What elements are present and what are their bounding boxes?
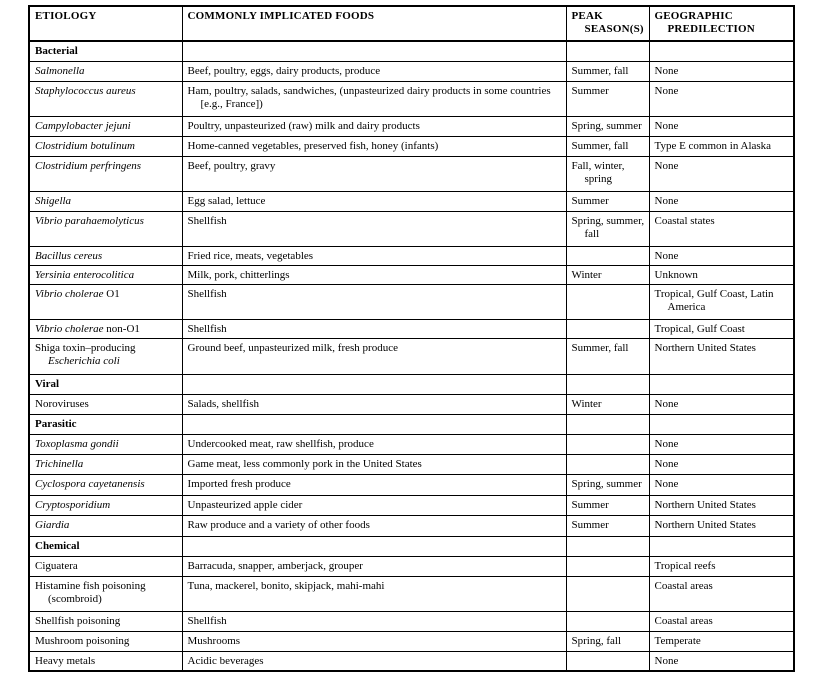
cell-line: Game meat, less commonly pork in the United States — [187, 457, 422, 470]
cell-line — [35, 160, 178, 173]
foods-cell — [182, 474, 566, 495]
etiology-cell — [29, 319, 182, 338]
cell-line — [35, 195, 178, 208]
etiology-cell — [29, 374, 182, 394]
foods-cell — [182, 556, 566, 576]
organism-name: Campylobacter jejuni — [35, 119, 131, 132]
foods-cell — [182, 611, 566, 631]
etiology-cell — [29, 631, 182, 651]
table-row — [29, 284, 794, 319]
cell-line — [35, 355, 178, 368]
cell-text: Shiga toxin–producing — [35, 341, 136, 354]
cell-line: GEOGRAPHIC — [654, 10, 733, 22]
cell-line: Tropical, Gulf Coast — [654, 322, 745, 335]
geographic-cell — [649, 338, 794, 374]
season-cell — [566, 284, 649, 319]
cell-line: None — [654, 64, 679, 77]
cell-line — [35, 250, 178, 263]
cell-line: Winter — [571, 397, 602, 410]
cell-line: Summer — [571, 498, 609, 511]
section-row — [29, 41, 794, 61]
etiology-cell — [29, 651, 182, 671]
season-cell — [566, 136, 649, 156]
cell-text: Viral — [35, 377, 60, 390]
cell-line: Unknown — [654, 268, 698, 281]
cell-text: Parasitic — [35, 417, 77, 430]
cell-line: None — [654, 654, 679, 667]
season-cell — [566, 631, 649, 651]
cell-line: Spring, summer — [571, 477, 642, 490]
etiology-cell — [29, 284, 182, 319]
cell-line — [35, 140, 178, 153]
cell-line: None — [654, 249, 679, 262]
cell-line — [35, 288, 178, 301]
cell-line: Salads, shellfish — [187, 397, 259, 410]
cell-line: Shellfish — [187, 287, 227, 300]
season-cell — [566, 414, 649, 434]
cell-line: None — [654, 119, 679, 132]
season-cell — [566, 611, 649, 631]
season-cell — [566, 265, 649, 284]
cell-line: Barracuda, snapper, amberjack, grouper — [187, 559, 363, 572]
geographic-cell — [649, 41, 794, 61]
foods-cell — [182, 246, 566, 265]
foods-cell — [182, 495, 566, 515]
table-row — [29, 576, 794, 611]
geographic-cell — [649, 116, 794, 136]
cell-line — [35, 85, 178, 98]
organism-name: Vibrio cholerae — [35, 322, 104, 335]
cell-line: Type E common in Alaska — [654, 139, 772, 152]
cell-line: Summer, fall — [571, 139, 629, 152]
cell-text: Ciguatera — [35, 559, 78, 572]
etiology-cell — [29, 515, 182, 536]
geographic-cell — [649, 454, 794, 474]
season-cell — [566, 536, 649, 556]
organism-name: Staphylococcus aureus — [35, 84, 136, 97]
cell-line — [35, 269, 178, 282]
geographic-cell — [649, 631, 794, 651]
foods-cell — [182, 454, 566, 474]
table-row — [29, 61, 794, 81]
etiology-cell — [29, 338, 182, 374]
geographic-cell — [649, 394, 794, 414]
geographic-cell — [649, 576, 794, 611]
season-cell — [566, 651, 649, 671]
table-row — [29, 556, 794, 576]
season-cell — [566, 338, 649, 374]
column-header-2 — [182, 6, 566, 41]
cell-line: Ham, poultry, salads, sandwiches, (unpasteurized dairy products in some countries — [187, 84, 551, 97]
etiology-cell — [29, 556, 182, 576]
cell-text: Mushroom poisoning — [35, 634, 130, 647]
geographic-cell — [649, 246, 794, 265]
cell-line — [35, 45, 178, 58]
geographic-cell — [649, 414, 794, 434]
etiology-cell — [29, 116, 182, 136]
geographic-cell — [649, 284, 794, 319]
table-row — [29, 116, 794, 136]
cell-line: Fried rice, meats, vegetables — [187, 249, 314, 262]
foods-cell — [182, 41, 566, 61]
cell-line: Fall, winter, — [571, 159, 625, 172]
cell-line — [35, 560, 178, 573]
cell-text: (scombroid) — [48, 592, 102, 605]
geographic-cell — [649, 61, 794, 81]
cell-line — [35, 478, 178, 491]
geographic-cell — [649, 156, 794, 191]
table-row — [29, 156, 794, 191]
cell-line — [35, 593, 178, 606]
cell-line — [35, 398, 178, 411]
cell-line — [35, 540, 178, 553]
organism-name: Escherichia coli — [48, 354, 120, 367]
cell-line — [35, 580, 178, 593]
geographic-cell — [649, 434, 794, 454]
section-row — [29, 374, 794, 394]
table-row — [29, 495, 794, 515]
cell-line: Spring, summer — [571, 119, 642, 132]
foods-cell — [182, 191, 566, 211]
foods-cell — [182, 631, 566, 651]
foods-cell — [182, 136, 566, 156]
table-row — [29, 191, 794, 211]
table-row — [29, 211, 794, 246]
table-row — [29, 136, 794, 156]
cell-line: Mushrooms — [187, 634, 241, 647]
organism-name: Vibrio cholerae — [35, 287, 104, 300]
cell-line: None — [654, 397, 679, 410]
cell-line: Imported fresh produce — [187, 477, 291, 490]
table-row — [29, 265, 794, 284]
geographic-cell — [649, 374, 794, 394]
geographic-cell — [649, 136, 794, 156]
cell-line: spring — [584, 172, 612, 185]
season-cell — [566, 454, 649, 474]
foods-cell — [182, 319, 566, 338]
cell-line: Summer — [571, 194, 609, 207]
geographic-cell — [649, 319, 794, 338]
etiology-cell — [29, 536, 182, 556]
cell-line: Egg salad, lettuce — [187, 194, 266, 207]
foods-cell — [182, 338, 566, 374]
organism-name: Giardia — [35, 518, 70, 531]
organism-name: Shigella — [35, 194, 72, 207]
cell-line: Milk, pork, chitterlings — [187, 268, 290, 281]
organism-name: Yersinia enterocolitica — [35, 268, 135, 281]
organism-name: Vibrio parahaemolyticus — [35, 214, 144, 227]
cell-line: Beef, poultry, gravy — [187, 159, 276, 172]
cell-line: Ground beef, unpasteurized milk, fresh produce — [187, 341, 398, 354]
organism-name: Salmonella — [35, 64, 85, 77]
table-row — [29, 474, 794, 495]
cell-line: None — [654, 437, 679, 450]
season-cell — [566, 319, 649, 338]
cell-line: Home-canned vegetables, preserved fish, honey (infants) — [187, 139, 439, 152]
cell-line: Shellfish — [187, 214, 227, 227]
foods-cell — [182, 265, 566, 284]
organism-name: Clostridium botulinum — [35, 139, 135, 152]
season-cell — [566, 246, 649, 265]
etiology-cell — [29, 474, 182, 495]
geographic-cell — [649, 515, 794, 536]
season-cell — [566, 474, 649, 495]
etiology-cell — [29, 454, 182, 474]
foods-cell — [182, 284, 566, 319]
cell-line — [35, 458, 178, 471]
foods-cell — [182, 156, 566, 191]
cell-line: None — [654, 159, 679, 172]
cell-line — [35, 342, 178, 355]
cell-line: SEASON(S) — [584, 23, 644, 35]
cell-line: None — [654, 84, 679, 97]
geographic-cell — [649, 651, 794, 671]
cell-line: fall — [584, 227, 600, 240]
cell-line — [35, 438, 178, 451]
cell-line: COMMONLY IMPLICATED FOODS — [187, 10, 375, 22]
foods-cell — [182, 434, 566, 454]
table-row — [29, 434, 794, 454]
season-cell — [566, 41, 649, 61]
section-row — [29, 536, 794, 556]
cell-line: Spring, fall — [571, 634, 621, 647]
season-cell — [566, 156, 649, 191]
etiology-cell — [29, 136, 182, 156]
cell-line — [35, 635, 178, 648]
etiology-cell — [29, 265, 182, 284]
cell-text: Chemical — [35, 539, 80, 552]
geographic-cell — [649, 191, 794, 211]
table-row — [29, 338, 794, 374]
foods-cell — [182, 81, 566, 116]
cell-line: Northern United States — [654, 498, 756, 511]
organism-name: Bacillus cereus — [35, 249, 103, 262]
cell-line: None — [654, 477, 679, 490]
table-row — [29, 319, 794, 338]
cell-line: Spring, summer, — [571, 214, 645, 227]
foods-cell — [182, 536, 566, 556]
cell-line: Summer, fall — [571, 341, 629, 354]
cell-line: Shellfish — [187, 322, 227, 335]
cell-line: Northern United States — [654, 341, 756, 354]
etiology-cell — [29, 394, 182, 414]
cell-line: Raw produce and a variety of other foods — [187, 518, 370, 531]
cell-text: Noroviruses — [35, 397, 89, 410]
geographic-cell — [649, 211, 794, 246]
header-row — [29, 6, 794, 41]
etiology-cell — [29, 61, 182, 81]
etiology-cell — [29, 576, 182, 611]
organism-name: Cyclospora cayetanensis — [35, 477, 145, 490]
cell-line: PEAK — [571, 10, 603, 22]
etiology-table — [28, 5, 795, 672]
foods-cell — [182, 515, 566, 536]
cell-text: O1 — [103, 287, 120, 300]
cell-line: None — [654, 457, 679, 470]
foods-cell — [182, 394, 566, 414]
season-cell — [566, 61, 649, 81]
etiology-cell — [29, 211, 182, 246]
cell-line: Northern United States — [654, 518, 756, 531]
season-cell — [566, 495, 649, 515]
cell-text: Shellfish poisoning — [35, 614, 121, 627]
cell-line: [e.g., France]) — [200, 97, 263, 110]
cell-text: Histamine fish poisoning — [35, 579, 146, 592]
column-header-1 — [29, 6, 182, 41]
cell-line: Beef, poultry, eggs, dairy products, produce — [187, 64, 381, 77]
cell-line — [35, 655, 178, 668]
season-cell — [566, 556, 649, 576]
column-header-3 — [566, 6, 649, 41]
geographic-cell — [649, 536, 794, 556]
cell-line — [35, 615, 178, 628]
etiology-cell — [29, 495, 182, 515]
organism-name: Cryptosporidium — [35, 498, 111, 511]
cell-line: America — [667, 300, 706, 313]
cell-line: Coastal areas — [654, 579, 713, 592]
cell-line — [35, 215, 178, 228]
season-cell — [566, 515, 649, 536]
cell-line: None — [654, 194, 679, 207]
foods-cell — [182, 414, 566, 434]
season-cell — [566, 374, 649, 394]
etiology-cell — [29, 434, 182, 454]
geographic-cell — [649, 474, 794, 495]
etiology-cell — [29, 246, 182, 265]
cell-line: Tropical reefs — [654, 559, 716, 572]
organism-name: Toxoplasma gondii — [35, 437, 119, 450]
table-row — [29, 515, 794, 536]
cell-line — [35, 519, 178, 532]
cell-line: Winter — [571, 268, 602, 281]
organism-name: Clostridium perfringens — [35, 159, 142, 172]
etiology-cell — [29, 191, 182, 211]
cell-line: Undercooked meat, raw shellfish, produce — [187, 437, 374, 450]
season-cell — [566, 211, 649, 246]
table-row — [29, 246, 794, 265]
geographic-cell — [649, 81, 794, 116]
season-cell — [566, 576, 649, 611]
foods-cell — [182, 576, 566, 611]
cell-line: PREDILECTION — [667, 23, 755, 35]
etiology-cell — [29, 156, 182, 191]
table-row — [29, 81, 794, 116]
organism-name: Trichinella — [35, 457, 84, 470]
cell-line: ETIOLOGY — [35, 10, 97, 22]
table-row — [29, 454, 794, 474]
season-cell — [566, 191, 649, 211]
cell-line: Summer — [571, 518, 609, 531]
foods-cell — [182, 374, 566, 394]
geographic-cell — [649, 495, 794, 515]
table-body — [29, 41, 794, 671]
column-header-4 — [649, 6, 794, 41]
table-row — [29, 631, 794, 651]
foods-cell — [182, 211, 566, 246]
cell-line — [35, 65, 178, 78]
season-cell — [566, 81, 649, 116]
cell-line: Summer, fall — [571, 64, 629, 77]
foods-cell — [182, 61, 566, 81]
etiology-cell — [29, 414, 182, 434]
cell-line: Summer — [571, 84, 609, 97]
cell-line: Temperate — [654, 634, 701, 647]
cell-text: Bacterial — [35, 45, 78, 57]
cell-text: non-O1 — [103, 322, 140, 335]
cell-line — [35, 323, 178, 336]
cell-line: Acidic beverages — [187, 654, 264, 667]
cell-line: Shellfish — [187, 614, 227, 627]
table-row — [29, 651, 794, 671]
etiology-cell — [29, 41, 182, 61]
foods-cell — [182, 651, 566, 671]
geographic-cell — [649, 611, 794, 631]
etiology-cell — [29, 611, 182, 631]
cell-line: Poultry, unpasteurized (raw) milk and dairy products — [187, 119, 420, 132]
season-cell — [566, 394, 649, 414]
cell-line: Tropical, Gulf Coast, Latin — [654, 287, 774, 300]
cell-line: Unpasteurized apple cider — [187, 498, 303, 511]
season-cell — [566, 434, 649, 454]
table-row — [29, 394, 794, 414]
cell-line — [35, 120, 178, 133]
geographic-cell — [649, 556, 794, 576]
season-cell — [566, 116, 649, 136]
cell-line — [35, 418, 178, 431]
geographic-cell — [649, 265, 794, 284]
cell-line: Coastal states — [654, 214, 715, 227]
etiology-cell — [29, 81, 182, 116]
cell-line: Tuna, mackerel, bonito, skipjack, mahi-mahi — [187, 579, 385, 592]
table-header — [29, 6, 794, 41]
table-row — [29, 611, 794, 631]
foods-cell — [182, 116, 566, 136]
cell-line — [35, 378, 178, 391]
cell-text: Heavy metals — [35, 654, 96, 667]
cell-line — [35, 499, 178, 512]
section-row — [29, 414, 794, 434]
cell-line: Coastal areas — [654, 614, 713, 627]
